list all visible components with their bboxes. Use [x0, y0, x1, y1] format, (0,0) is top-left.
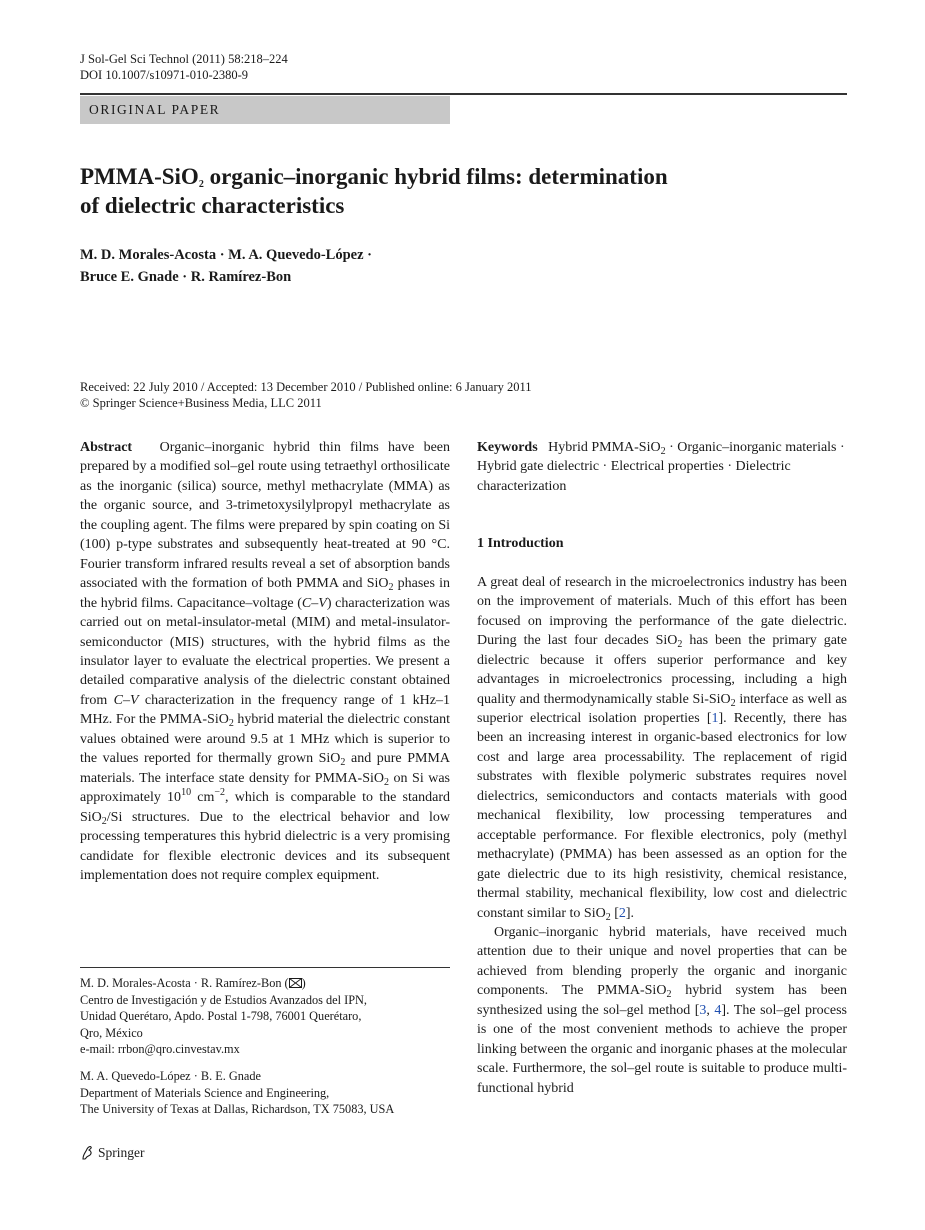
abstract-part: cm	[191, 790, 215, 806]
author-line-1: M. D. Morales-Acosta · M. A. Quevedo-López ·	[80, 247, 372, 263]
subscript: 2	[660, 446, 666, 457]
abstract-text	[80, 438, 450, 885]
title-part: PMMA-SiO	[80, 164, 199, 189]
subscript: 2	[666, 989, 672, 1001]
intro-part: Organic–inorganic hybrid materials, have received much attention due to their unique and novel properties that can be achieved from blending properly the organic and inorganic components. The PMMA-SiO	[477, 924, 847, 999]
abstract-part: hybrid material the dielectric constant values obtained were around 9.5 at 1 MHz which is superior to the values reported for thermally grown SiO	[80, 712, 450, 767]
italic-cv: C–V	[113, 692, 139, 708]
title-line-2: of dielectric characteristics	[80, 193, 345, 218]
affiliation-line: The University of Texas at Dallas, Richardson, TX 75083, USA	[80, 1102, 395, 1116]
superscript: −2	[214, 787, 226, 799]
publisher-name: Springer	[98, 1145, 145, 1160]
abstract	[80, 438, 450, 885]
author-list	[80, 244, 372, 288]
subscript: 2	[340, 757, 346, 769]
springer-horse-icon	[80, 1145, 94, 1161]
title-part: organic–inorganic hybrid films: determination	[203, 164, 668, 189]
intro-part: hybrid system has been synthesized using the sol–gel method [	[477, 983, 847, 1018]
publisher-footer	[80, 1145, 145, 1161]
title-subscript: 2	[198, 179, 204, 190]
affiliation-names-text: M. D. Morales-Acosta · R. Ramírez-Bon (	[80, 976, 289, 990]
affiliation-line: Qro, México	[80, 1025, 143, 1040]
keywords-heading: Keywords	[477, 440, 538, 455]
doi: DOI 10.1007/s10971-010-2380-9	[80, 68, 249, 82]
citation-link[interactable]: 1	[711, 710, 719, 726]
paren: )	[301, 976, 306, 990]
subscript: 2	[730, 697, 736, 709]
copyright-line: © Springer Science+Business Media, LLC 2011	[80, 396, 322, 410]
right-column	[477, 438, 847, 1098]
abstract-part: characterization in the frequency range of 1 kHz–1 MHz. For the PMMA-SiO	[80, 692, 450, 728]
affiliation-line: Centro de Investigación y de Estudios Avanzados del IPN,	[80, 992, 367, 1007]
abstract-heading: Abstract	[80, 440, 133, 455]
keywords-part: · Organic–inorganic materials · Hybrid gate dielectric · Electrical properties · Dielectric characterization	[477, 440, 845, 494]
intro-paragraph-2	[477, 923, 847, 1098]
abstract-part: , which is comparable to the standard SiO	[80, 790, 450, 825]
citation-link[interactable]: 2	[618, 905, 626, 921]
subscript: 2	[677, 639, 683, 651]
intro-part: ,	[706, 1002, 715, 1018]
envelope-icon	[289, 978, 302, 988]
subscript: 2	[388, 582, 394, 594]
affiliation-names	[80, 975, 460, 992]
header-rule	[80, 93, 847, 95]
subscript: 2	[605, 911, 611, 923]
citation-link[interactable]: 3	[699, 1002, 707, 1018]
italic-cv: C–V	[301, 595, 327, 611]
affiliation-names: M. A. Quevedo-López · B. E. Gnade	[80, 1069, 261, 1083]
publication-history	[80, 379, 532, 411]
article-type-badge: ORIGINAL PAPER	[80, 96, 450, 124]
paper-title	[80, 162, 820, 220]
affiliation-1	[80, 975, 460, 1058]
intro-part: interface as well as superior electrical isolation properties [	[477, 691, 847, 726]
section-heading-introduction: 1 Introduction	[477, 536, 564, 552]
abstract-part: on Si was approximately 10	[80, 770, 450, 806]
dates-line: Received: 22 July 2010 / Accepted: 13 December 2010 / Published online: 6 January 2011	[80, 380, 532, 394]
subscript: 2	[228, 718, 234, 730]
subscript: 2	[101, 815, 107, 827]
intro-part: A great deal of research in the microelectronics industry has been on the improvement of materials. Much of this effort has been focused on improving the performance of the gate dielectric. During the last four decades SiO	[477, 574, 847, 649]
keywords-part: Hybrid PMMA-SiO	[548, 440, 661, 455]
email-link[interactable]: e-mail: rrbon@qro.cinvestav.mx	[80, 1042, 240, 1056]
abstract-part: and pure PMMA materials. The interface state density for PMMA-SiO	[80, 751, 450, 786]
abstract-part: /Si structures. Due to the electrical behavior and low processing temperatures this hybrid dielectric is a very promising candidate for flexible electronic devices and its subsequent implementation does not require complex equipment.	[80, 809, 450, 883]
intro-paragraph-1	[477, 573, 847, 923]
keywords	[477, 438, 847, 496]
intro-part: ].	[625, 905, 635, 921]
superscript: 10	[181, 787, 192, 799]
journal-header	[80, 51, 288, 83]
abstract-part: ) characterization was carried out on metal-insulator-metal (MIM) and metal-insulator-semiconductor (MIS) structures, with the hybrid films as the insulator layer to evaluate the electrical properties. We present a detailed comparative analysis of the dielectric constant obtained from	[80, 595, 450, 708]
intro-part: ]. The sol–gel process is one of the most convenient methods to achieve the proper linking between the organic and inorganic phases at the molecular scale. Furthermore, the sol–gel route is suitable to produce multi-functional hybrid	[477, 1002, 848, 1096]
intro-part: ]. Recently, there has been an increasing interest in organic-based electronics for low cost and large area processability. The replacement of rigid substrates with flexible polymeric substrates requires novel dielectrics, semiconductors and contacts materials with good mechanical flexibility, low processing temperatures and acceptable performance. For flexible electronics, poly (methyl methacrylate) (PMMA) has been assessed as an option for the gate dielectric due to its high resistivity, chemical resistance, thermal stability, mechanical flexibility, low cost and dielectric constant similar to SiO	[477, 710, 848, 921]
subscript: 2	[384, 776, 390, 788]
author-line-2: Bruce E. Gnade · R. Ramírez-Bon	[80, 269, 292, 285]
journal-citation: J Sol-Gel Sci Technol (2011) 58:218–224	[80, 52, 288, 66]
intro-part: [	[610, 905, 619, 921]
affiliation-2	[80, 1068, 460, 1118]
abstract-part: Organic–inorganic hybrid thin films have been prepared by a modified sol–gel route using tetraethyl orthosilicate as the inorganic (silica) source, methyl methacrylate (MMA) as the organic source, and 3-trimetoxysilylpropyl methacrylate as the coupling agent. The films were prepared by spin coating on Si (100) p-type substrates and subsequently heat-treated at 90 °C. Fourier transform infrared results reveal a set of absorption bands associated with the formation of both PMMA and SiO	[80, 440, 451, 592]
affiliation-line: Unidad Querétaro, Apdo. Postal 1-798, 76001 Querétaro,	[80, 1009, 362, 1023]
citation-link[interactable]: 4	[714, 1002, 722, 1018]
intro-part: has been the primary gate dielectric because it offers superior performance and key advantages in microelectronics processing, including a high quality and thermodynamically stable Si-SiO	[477, 633, 848, 707]
abstract-part: phases in the hybrid films. Capacitance–voltage (	[80, 576, 450, 611]
affiliation-rule	[80, 967, 450, 968]
affiliation-line: Department of Materials Science and Engineering,	[80, 1085, 330, 1100]
